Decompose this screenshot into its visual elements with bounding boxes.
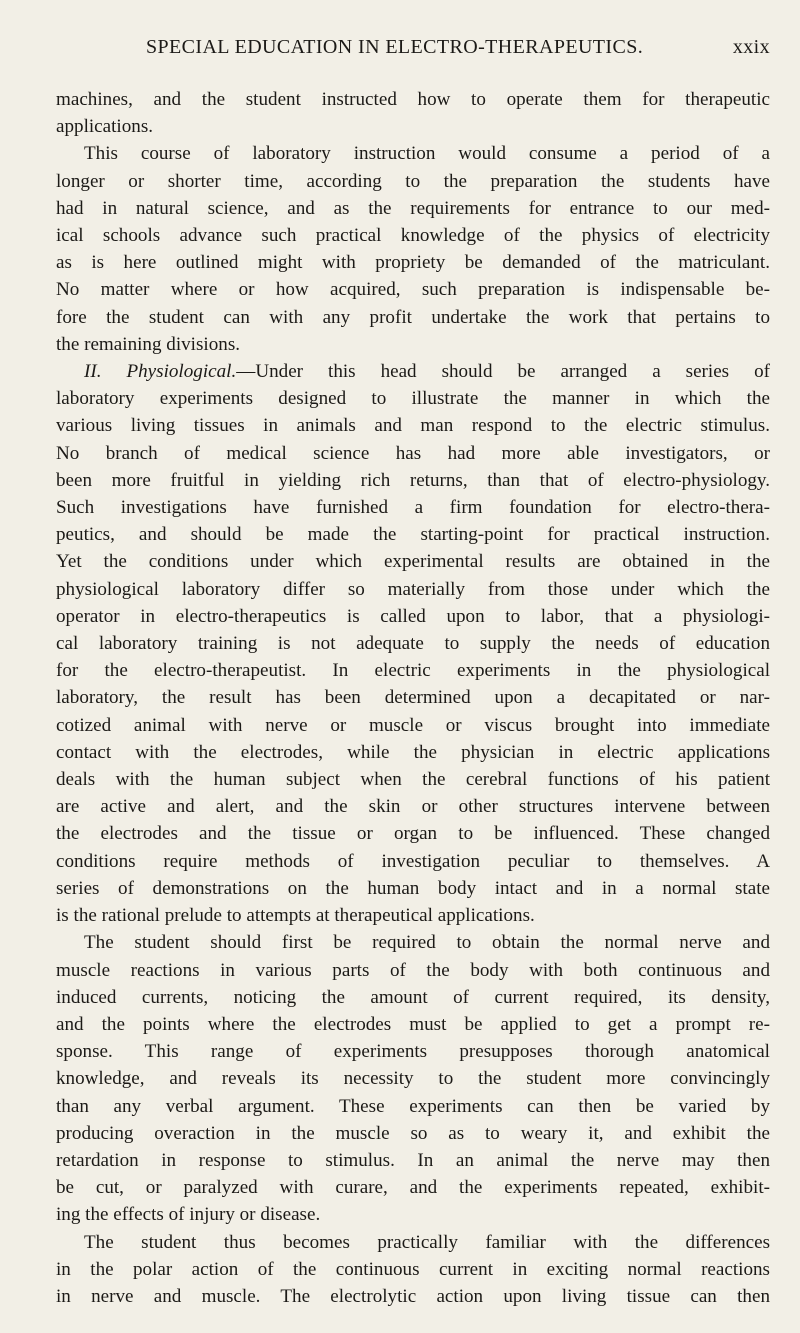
text-line: No matter where or how acquired, such preparation is indispensable be-: [56, 279, 770, 301]
text-line: cal laboratory training is not adequate to supply the needs of education: [56, 633, 770, 655]
text-line: had in natural science, and as the requirements for entrance to our med-: [56, 197, 770, 219]
text-line: laboratory experiments designed to illustrate the manner in which the: [56, 388, 770, 410]
page-number: xxix: [732, 36, 770, 58]
text-line: be cut, or paralyzed with curare, and the experiments repeated, exhibit-: [56, 1177, 770, 1199]
paragraph-5: [56, 1229, 770, 1311]
paragraph-4: [56, 929, 770, 1228]
paragraph-physiological: [56, 358, 770, 929]
text-line: Such investigations have furnished a firm foundation for electro-thera-: [56, 497, 770, 519]
text-line-fragment: —Under this head should be arranged a series of: [236, 361, 770, 383]
text-line: various living tissues in animals and man respond to the electric stimulus.: [56, 415, 770, 437]
text-line: in the polar action of the continuous current in exciting normal reactions: [56, 1258, 770, 1280]
text-line: cotized animal with nerve or muscle or viscus brought into immediate: [56, 714, 770, 736]
text-line: retardation in response to stimulus. In an animal the nerve may then: [56, 1149, 770, 1171]
text-line: operator in electro-therapeutics is called upon to labor, that a physiologi-: [56, 605, 770, 627]
text-line: The student should first be required to obtain the normal nerve and: [84, 932, 770, 954]
running-title: SPECIAL EDUCATION IN ELECTRO-THERAPEUTICS.: [146, 36, 644, 58]
paragraph-2: [56, 140, 770, 358]
text-line: applications.: [56, 116, 154, 138]
body-text: [56, 86, 770, 1310]
running-head: [130, 36, 770, 66]
text-line: physiological laboratory differ so materially from those under which the: [56, 578, 770, 600]
text-line: the electrodes and the tissue or organ to be influenced. These changed: [56, 823, 770, 845]
text-line: The student thus becomes practically familiar with the differences: [84, 1231, 770, 1253]
text-line: sponse. This range of experiments presupposes thorough anatomical: [56, 1041, 770, 1063]
text-line: producing overaction in the muscle so as to weary it, and exhibit the: [56, 1122, 770, 1144]
text-line: This course of laboratory instruction would consume a period of a: [84, 143, 770, 165]
section-heading: II. Physiological.: [84, 361, 237, 383]
text-line: ical schools advance such practical knowledge of the physics of electricity: [56, 225, 770, 247]
text-line: No branch of medical science has had more able investigators, or: [56, 442, 770, 464]
paragraph-1: [56, 86, 770, 140]
text-line: are active and alert, and the skin or other structures intervene between: [56, 796, 770, 818]
text-line: series of demonstrations on the human body intact and in a normal state: [56, 877, 770, 899]
text-line: laboratory, the result has been determined upon a decapitated or nar-: [56, 687, 770, 709]
text-line: Yet the conditions under which experimental results are obtained in the: [56, 551, 770, 573]
text-line: for the electro-therapeutist. In electric experiments in the physiological: [56, 660, 770, 682]
text-line: in nerve and muscle. The electrolytic action upon living tissue can then: [56, 1285, 770, 1307]
text-line: muscle reactions in various parts of the body with both continuous and: [56, 959, 770, 981]
text-line: been more fruitful in yielding rich returns, than that of electro-physiology.: [56, 469, 770, 491]
text-line: [56, 358, 770, 385]
text-line: induced currents, noticing the amount of current required, its density,: [56, 986, 770, 1008]
text-line: deals with the human subject when the cerebral functions of his patient: [56, 769, 770, 791]
text-line: machines, and the student instructed how to operate them for therapeutic: [56, 89, 770, 110]
text-line: fore the student can with any profit undertake the work that pertains to: [56, 306, 770, 328]
text-line: as is here outlined might with propriety be demanded of the matriculant.: [56, 252, 770, 274]
text-line: than any verbal argument. These experiments can then be varied by: [56, 1095, 770, 1117]
text-line: knowledge, and reveals its necessity to the student more convincingly: [56, 1068, 770, 1090]
text-line: longer or shorter time, according to the preparation the students have: [56, 170, 770, 192]
text-line: conditions require methods of investigation peculiar to themselves. A: [56, 850, 770, 872]
text-line: contact with the electrodes, while the physician in electric applications: [56, 741, 770, 763]
text-line: the remaining divisions.: [56, 333, 241, 355]
text-line: and the points where the electrodes must be applied to get a prompt re-: [56, 1013, 770, 1035]
text-line: ing the effects of injury or disease.: [56, 1204, 321, 1226]
text-line: peutics, and should be made the starting-point for practical instruction.: [56, 524, 770, 546]
text-line: is the rational prelude to attempts at therapeutical applications.: [56, 905, 535, 927]
